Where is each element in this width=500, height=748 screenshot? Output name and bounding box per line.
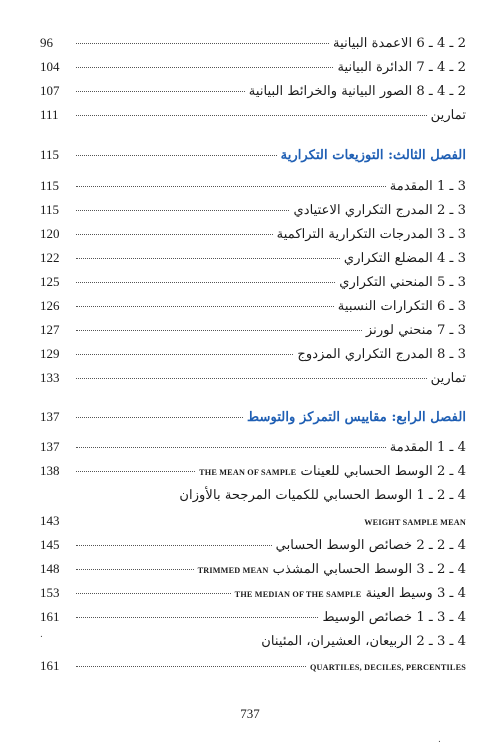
page-ref: 122 xyxy=(40,250,60,265)
entry-title: تمارين xyxy=(430,108,466,123)
page-ref: 129 xyxy=(40,346,60,361)
stray-dot: . xyxy=(40,630,43,640)
leader-dots xyxy=(76,186,386,187)
toc-entry xyxy=(40,273,466,292)
entry-title xyxy=(198,561,466,580)
entry-title: 3 ـ 1 المقدمة xyxy=(389,179,466,194)
entry-title xyxy=(235,585,466,604)
entry-title: تمارين xyxy=(430,371,466,386)
entry-title xyxy=(310,658,466,677)
entry-title: 4 ـ 2 ـ 2 خصائص الوسط الحسابي xyxy=(275,538,466,553)
page-ref: 96 xyxy=(40,35,53,50)
page-ref: 107 xyxy=(40,83,60,98)
entry-title: 3 ـ 4 المضلع التكراري xyxy=(343,251,466,266)
entry-title-en: QUARTILES, DECILES, PERCENTILES xyxy=(309,663,466,672)
toc-entry xyxy=(40,584,466,604)
page-ref: 111 xyxy=(40,107,59,122)
entry-title: 4 ـ 3 ـ 2 الربيعان، العشيران، المئينان xyxy=(261,634,466,649)
entry-title-ar: 4 ـ 3 وسيط العينة xyxy=(365,586,466,601)
entry-title: 2 ـ 4 ـ 8 الصور البيانية والخرائط البيانية xyxy=(248,84,466,99)
page-ref: 145 xyxy=(40,537,60,552)
entry-title: 3 ـ 8 المدرج التكراري المزدوج xyxy=(297,347,466,362)
leader-dots xyxy=(76,234,273,235)
toc-entry xyxy=(40,177,466,196)
chapter-title: الفصل الثالث: التوزيعات التكرارية xyxy=(280,148,466,163)
leader-dots xyxy=(76,115,427,116)
chapter-title: الفصل الرابع: مقاييس التمركز والتوسط xyxy=(246,410,466,425)
chapter-heading xyxy=(40,146,466,165)
toc-entry xyxy=(40,297,466,316)
leader-dots xyxy=(76,471,195,472)
toc-entry xyxy=(40,34,466,53)
leader-dots xyxy=(76,617,318,618)
leader-dots xyxy=(76,330,362,331)
stray-dot: . xyxy=(438,735,441,745)
entry-title: 4 ـ 3 ـ 1 خصائص الوسيط xyxy=(322,610,466,625)
entry-title: 2 ـ 4 ـ 6 الاعمدة البيانية xyxy=(333,36,466,51)
leader-dots xyxy=(76,593,231,594)
leader-dots xyxy=(76,354,293,355)
toc-entry xyxy=(40,369,466,388)
page-ref: 115 xyxy=(40,178,60,193)
page-ref: 137 xyxy=(40,409,60,424)
leader-dots xyxy=(76,306,334,307)
toc-entry xyxy=(40,249,466,268)
entry-title: 3 ـ 7 منحني لورنز xyxy=(365,323,466,338)
leader-dots xyxy=(76,569,194,570)
page-number: 737 xyxy=(240,706,260,721)
leader-dots xyxy=(76,417,243,418)
toc-entry xyxy=(40,321,466,340)
toc-entry xyxy=(40,106,466,125)
toc-entry xyxy=(40,608,466,627)
page-ref: 115 xyxy=(40,202,60,217)
leader-dots xyxy=(76,666,306,667)
page-ref: 125 xyxy=(40,274,60,289)
entry-title: 3 ـ 6 التكرارات النسبية xyxy=(337,299,466,314)
entry-title: 3 ـ 5 المنحني التكراري xyxy=(339,275,466,290)
chapter-heading xyxy=(40,408,466,427)
entry-title-ar: 4 ـ 2 الوسط الحسابي للعينات xyxy=(300,464,466,479)
page-ref: 133 xyxy=(40,370,60,385)
page-ref: 138 xyxy=(40,463,60,478)
page-ref: 161 xyxy=(40,658,60,673)
toc-entry xyxy=(40,536,466,555)
leader-dots xyxy=(76,258,340,259)
entry-title-en: THE MEDIAN OF THE SAMPLE xyxy=(234,590,362,599)
toc-entry xyxy=(40,560,466,580)
page-ref: 115 xyxy=(40,147,60,162)
toc-entry xyxy=(40,438,466,457)
entry-title-ar: 4 ـ 2 ـ 3 الوسط الحسابي المشذب xyxy=(272,562,466,577)
entry-title-en: WEIGHT SAMPLE MEAN xyxy=(364,518,466,527)
page-ref: 127 xyxy=(40,322,60,337)
toc-entry xyxy=(40,225,466,244)
page-ref: 153 xyxy=(40,585,60,600)
entry-title xyxy=(199,463,466,482)
page-ref: 143 xyxy=(40,513,60,528)
leader-dots xyxy=(76,91,245,92)
entry-title: 4 ـ 1 المقدمة xyxy=(389,440,466,455)
page-ref: 120 xyxy=(40,226,60,241)
entry-title-en: THE MEAN OF SAMPLE xyxy=(199,468,297,477)
entry-title: 3 ـ 3 المدرجات التكرارية التراكمية xyxy=(276,227,466,242)
toc-entry xyxy=(40,657,466,677)
toc-entry xyxy=(40,462,466,482)
page-ref: 137 xyxy=(40,439,60,454)
page-ref: 148 xyxy=(40,561,60,576)
leader-dots xyxy=(76,378,427,379)
leader-dots xyxy=(76,43,329,44)
toc-entry xyxy=(40,512,466,532)
toc-entry xyxy=(40,345,466,364)
page-ref: 126 xyxy=(40,298,60,313)
leader-dots xyxy=(76,67,333,68)
entry-title: 2 ـ 4 ـ 7 الدائرة البيانية xyxy=(337,60,466,75)
leader-dots xyxy=(76,545,272,546)
leader-dots xyxy=(76,447,386,448)
leader-dots xyxy=(76,282,335,283)
page-ref: 161 xyxy=(40,609,60,624)
entry-title: 3 ـ 2 المدرج التكراري الاعتيادي xyxy=(293,203,466,218)
leader-dots xyxy=(76,210,289,211)
toc-entry xyxy=(40,82,466,101)
page-ref: 104 xyxy=(40,59,60,74)
entry-title-en: TRIMMED MEAN xyxy=(197,566,269,575)
leader-dots xyxy=(76,155,277,156)
entry-title xyxy=(228,513,466,532)
toc-entry xyxy=(40,201,466,220)
entry-title: 4 ـ 2 ـ 1 الوسط الحسابي للكميات المرجحة بالأوزان xyxy=(179,488,466,503)
toc-entry xyxy=(40,58,466,77)
